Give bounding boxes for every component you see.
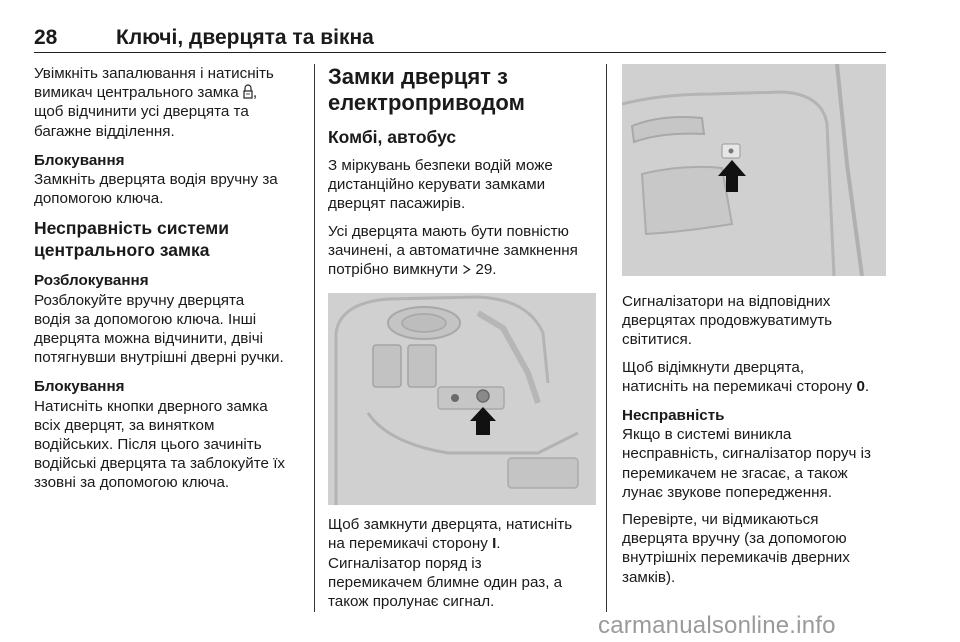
text-line: на перемикачі сторону: [328, 535, 493, 553]
column-1: [34, 64, 302, 493]
text-line: потрібно вимкнути: [328, 261, 463, 279]
text-line: світитися.: [622, 331, 692, 349]
text-line: вимикач центрального замка: [34, 84, 243, 102]
subsection-heading: Комбі, автобус: [328, 127, 457, 147]
unlock-heading: Розблокування: [34, 272, 149, 290]
watermark: carmanualsonline.info: [598, 612, 836, 639]
text-line: дверцята можна відчинити, двічі: [34, 330, 263, 348]
column-divider-left: [314, 64, 315, 612]
door-trim: [642, 167, 732, 234]
text-line: З міркувань безпеки водій може: [328, 157, 553, 174]
text-line: дверцят пасажирів.: [328, 195, 466, 213]
intro-paragraph: [328, 156, 596, 214]
text-line: Щоб відімкнути дверцята,: [622, 358, 805, 376]
text-line: несправність, сигналізатор поруч із: [622, 445, 871, 463]
text-line: водійських. Після цього зачиніть: [34, 436, 262, 454]
unlock-paragraph: [34, 291, 302, 368]
page-reference: 29.: [471, 261, 497, 279]
text-line: замків).: [622, 568, 676, 586]
text-line: перемикачем блимне один раз, а: [328, 573, 563, 591]
block-paragraph: [34, 397, 302, 493]
page-header: [34, 22, 886, 53]
text-line: .: [864, 377, 870, 395]
heading-line: Несправність системи: [34, 218, 229, 239]
switch-side-key: I: [492, 535, 497, 553]
text-line: допомогою ключа.: [34, 190, 164, 208]
column-divider-right: [606, 64, 607, 612]
text-line: Замкніть дверцята водія вручну за: [34, 171, 278, 189]
door-lock-switch-illustration: [328, 293, 596, 505]
text-line: потягнувши внутрішні дверні ручки.: [34, 349, 284, 367]
page-number: 28: [34, 26, 58, 49]
text-line: дверцятах продовжуватимуть: [622, 312, 833, 330]
page-reference-icon: [462, 264, 471, 275]
section-heading: [34, 218, 302, 261]
text-line: Сигналізатор поряд із: [328, 554, 482, 572]
page-title: Ключі, дверцята та вікна: [116, 26, 374, 49]
block-heading: Блокування: [34, 151, 125, 169]
text-line: внутрішніх перемикачів дверних: [622, 549, 850, 567]
text-line: дистанційно керувати замками: [328, 176, 546, 194]
intro-paragraph: [34, 64, 302, 141]
heading-line: центрального замка: [34, 239, 210, 260]
switch-block-right: [408, 345, 436, 387]
lock-indicator-light: [729, 149, 734, 154]
switch-block-left: [373, 345, 401, 387]
condition-paragraph: [328, 222, 596, 280]
text-line: Щоб замкнути дверцята, натисніть: [328, 516, 573, 534]
fault-heading: Несправність: [622, 407, 725, 425]
control-knob-inner: [402, 314, 446, 332]
lock-switch-button: [451, 394, 459, 402]
text-line: натисніть на перемикачі сторону: [622, 377, 857, 395]
text-line: Розблокуйте вручну дверцята: [34, 291, 245, 309]
text-line: щоб відчинити усі дверцята та: [34, 103, 249, 121]
text-line: водія за допомогою ключа. Інші: [34, 310, 257, 328]
heading-line: електроприводом: [328, 90, 525, 115]
text-line: .: [496, 535, 501, 553]
column-3: [622, 64, 890, 587]
text-line: Перевірте, чи відмикаються: [622, 511, 819, 529]
column-2: [328, 64, 596, 611]
lower-panel: [508, 458, 578, 488]
text-line: Сигналізатори на відповідних: [622, 293, 831, 310]
text-line: водійські дверцята та заблокуйте їх: [34, 455, 286, 473]
door-lock-indicator-illustration: [622, 64, 886, 276]
text-line: перемикачем не згасає, а також: [622, 464, 848, 482]
text-line: ззовні за допомогою ключа.: [34, 474, 230, 492]
text-line: Якщо в системі виникла: [622, 426, 792, 444]
text-line: також пролунає сигнал.: [328, 593, 495, 611]
lock-instruction: [328, 515, 596, 611]
block-paragraph: [34, 170, 302, 208]
text-line: лунає звукове попередження.: [622, 483, 832, 501]
text-line: дверцята вручну (за допомогою: [622, 530, 847, 548]
text-line: Натисніть кнопки дверного замка: [34, 397, 268, 415]
check-paragraph: [622, 510, 890, 587]
block-heading: Блокування: [34, 378, 125, 396]
heading-line: Замки дверцят з: [328, 64, 508, 89]
switch-panel: [438, 387, 504, 409]
switch-side-key: 0: [856, 377, 865, 395]
indicator-paragraph: [622, 292, 890, 350]
central-lock-icon: [243, 84, 253, 99]
fault-paragraph: [622, 425, 890, 502]
unlock-switch-button: [477, 390, 489, 402]
text-line: зачинені, а автоматичне замкнення: [328, 241, 578, 259]
text-line: багажне відділення.: [34, 122, 175, 140]
section-title: [328, 64, 596, 116]
unlock-instruction: [622, 358, 890, 396]
text-line: всіх дверцят, за винятком: [34, 416, 215, 434]
text-line: Усі дверцята мають бути повністю: [328, 222, 569, 240]
text-line: Увімкніть запалювання і натисніть: [34, 65, 274, 82]
text-line: ,: [252, 84, 258, 102]
